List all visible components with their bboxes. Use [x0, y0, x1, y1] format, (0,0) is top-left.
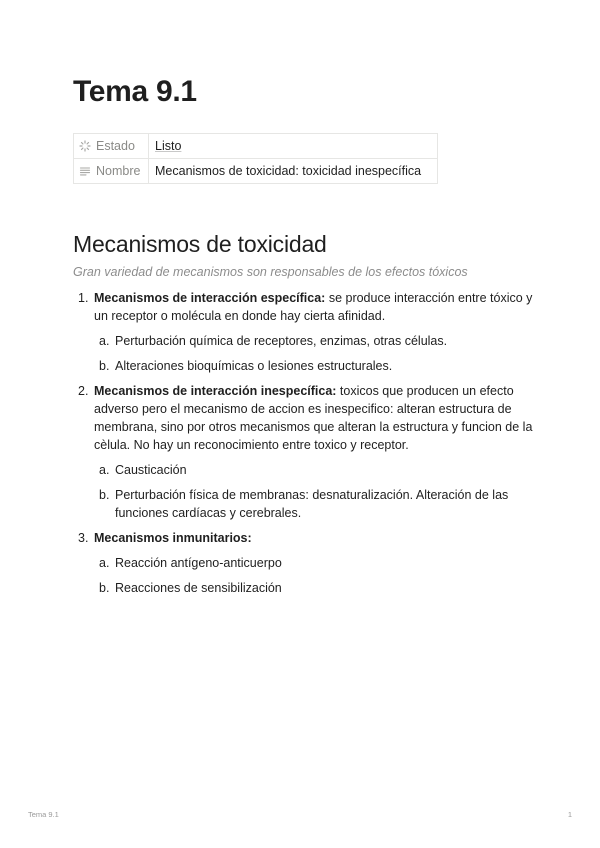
property-key-label: Nombre	[96, 164, 141, 178]
list-item	[73, 382, 533, 522]
sub-list	[94, 554, 533, 597]
sub-list-text: Causticación	[115, 463, 187, 477]
property-row-nombre	[74, 159, 438, 184]
sub-list-item	[94, 461, 533, 479]
property-value-nombre[interactable]	[149, 159, 438, 184]
sub-list-letter: a.	[99, 556, 110, 570]
list-item-bold: Mecanismos de interacción específica:	[94, 291, 326, 305]
numbered-list	[73, 289, 533, 604]
sub-list-item	[94, 579, 533, 597]
sub-list-text: Reacciones de sensibilización	[115, 581, 282, 595]
list-item-text: toxicos que producen un efecto adverso pero el mecanismo de accion es inespecifico: alteran estructura de membrana, sino por otros mecanismos que alteran la estructura y funcion de la cèlula. No hay un reconocimiento entre toxico y receptor.	[94, 384, 533, 452]
sub-list-item	[94, 332, 533, 350]
sub-list-text: Perturbación física de membranas: desnaturalización. Alteración de las funciones cardíacas y cerebrales.	[115, 488, 509, 520]
sub-list-letter: a.	[99, 334, 110, 348]
sub-list-letter: b.	[99, 488, 110, 502]
sub-list	[94, 461, 533, 522]
sub-list-letter: b.	[99, 581, 110, 595]
property-key-cell	[74, 134, 149, 159]
name-value[interactable]: Mecanismos de toxicidad: toxicidad inespecífica	[155, 164, 422, 178]
list-item-bold: Mecanismos de interacción inespecífica:	[94, 384, 337, 398]
loading-spinner-icon	[79, 140, 91, 152]
list-item-bold: Mecanismos inmunitarios:	[94, 531, 252, 545]
sub-list-item	[94, 554, 533, 572]
sub-list-letter: a.	[99, 463, 110, 477]
sub-list	[94, 332, 533, 375]
sub-list-text: Reacción antígeno-anticuerpo	[115, 556, 282, 570]
sub-list-letter: b.	[99, 359, 110, 373]
sub-list-item	[94, 486, 533, 522]
list-number: 3.	[78, 531, 89, 545]
property-row-estado	[74, 134, 438, 159]
footer-page-number: 1	[567, 810, 572, 819]
properties-table	[73, 133, 438, 184]
status-value[interactable]: Listo	[155, 139, 182, 153]
property-key-label: Estado	[96, 139, 135, 153]
list-item-text: se produce interacción entre tóxico y un receptor o molécula en donde hay cierta afinidad.	[94, 291, 533, 323]
list-item	[73, 289, 533, 375]
text-lines-icon	[79, 165, 91, 177]
page-title: Tema 9.1	[73, 75, 197, 108]
sub-list-text: Perturbación química de receptores, enzimas, otras células.	[115, 334, 448, 348]
sub-list-item	[94, 357, 533, 375]
list-item	[73, 529, 533, 597]
footer-page-title: Tema 9.1	[28, 810, 59, 819]
list-number: 2.	[78, 384, 89, 398]
list-number: 1.	[78, 291, 89, 305]
sub-list-text: Alteraciones bioquímicas o lesiones estructurales.	[115, 359, 393, 373]
section-subtitle: Gran variedad de mecanismos son responsables de los efectos tóxicos	[73, 265, 468, 279]
property-key-cell	[74, 159, 149, 184]
property-value-estado[interactable]	[149, 134, 438, 159]
section-heading: Mecanismos de toxicidad	[73, 231, 327, 257]
